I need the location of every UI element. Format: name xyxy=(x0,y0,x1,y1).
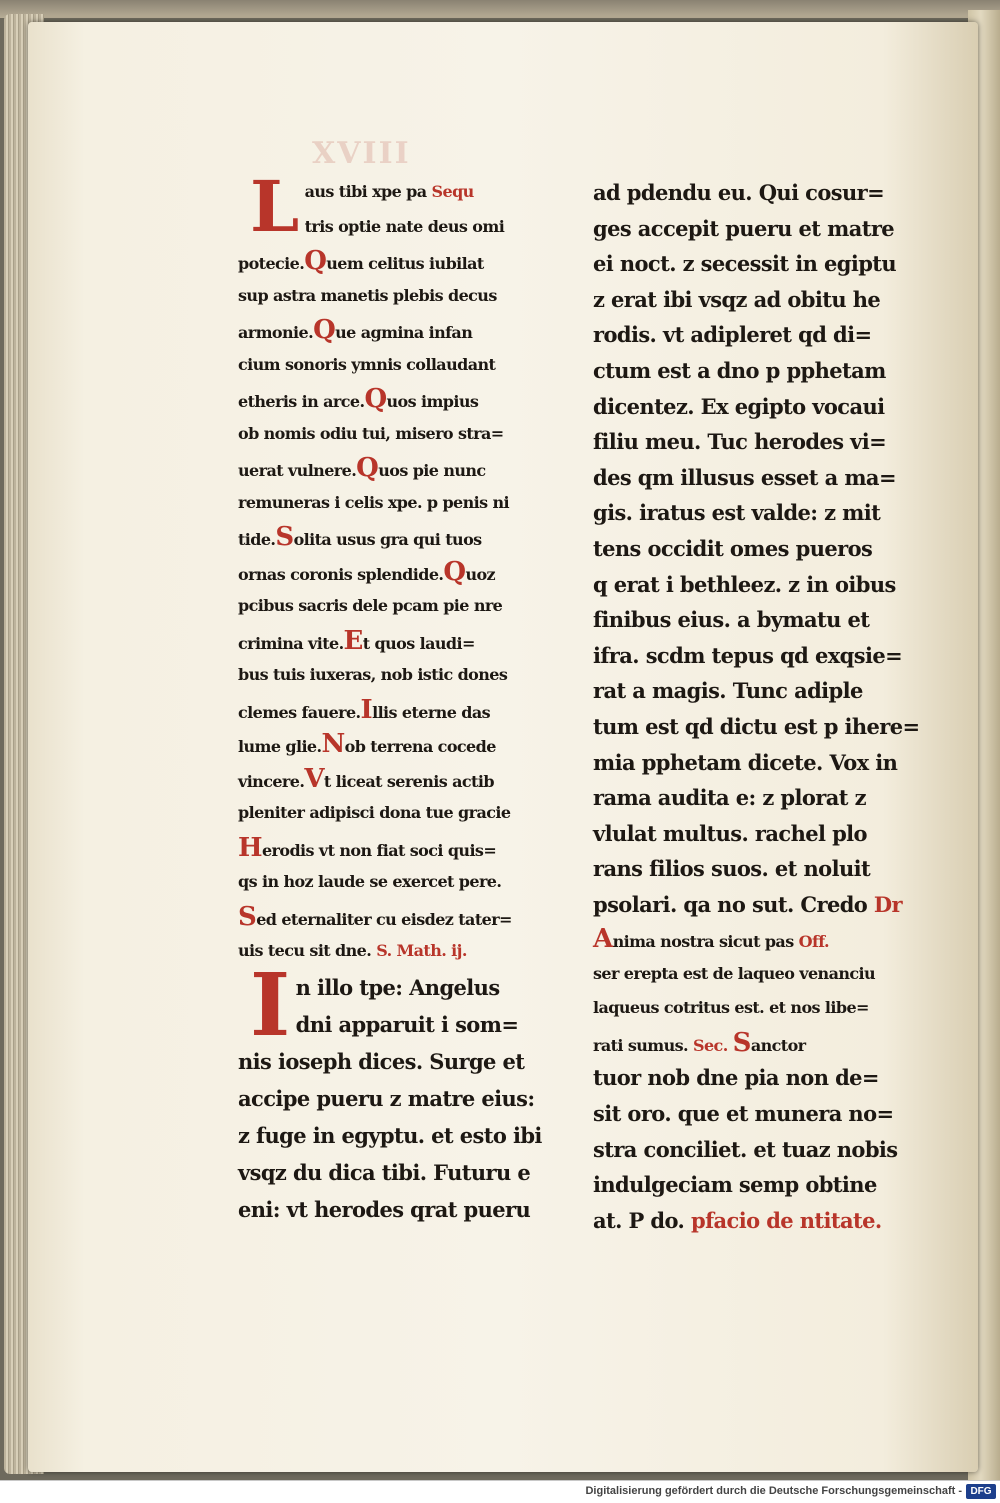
text-line xyxy=(593,1096,923,1132)
text-line xyxy=(593,816,923,852)
text-line xyxy=(593,780,923,816)
text-line xyxy=(238,624,556,659)
line-text: rat a magis. Tunc adiple xyxy=(593,678,863,704)
text-line xyxy=(238,831,556,866)
line-text: crimina vite. xyxy=(238,633,344,653)
rubricated-initial: N xyxy=(321,729,345,759)
line-text: dicentez. Ex egipto vocaui xyxy=(593,393,885,419)
line-text: ad pdendu eu. Qui cosur= xyxy=(593,180,885,205)
text-line xyxy=(238,727,556,762)
line-text: tens occidit omes pueros xyxy=(593,535,873,561)
line-text: pleniter adipisci dona tue gracie xyxy=(238,803,511,822)
text-line xyxy=(238,934,556,969)
rubric: Sec. xyxy=(693,1035,728,1055)
left-text-column xyxy=(238,165,556,1228)
line-text: uoz xyxy=(465,564,496,584)
line-text: q erat i bethleez. z in oibus xyxy=(593,571,896,597)
footer-credit: Digitalisierung gefördert durch die Deutsche Forschungsgemeinschaft - xyxy=(585,1485,962,1497)
line-text: clemes fauere. xyxy=(238,702,361,722)
text-line xyxy=(238,1191,556,1228)
line-text: sit oro. que et munera no= xyxy=(593,1101,894,1127)
binding-top-edge xyxy=(0,0,1000,18)
line-text: n illo tpe: Angelus xyxy=(295,974,500,1000)
line-text: ges accepit pueru et matre xyxy=(593,215,895,241)
text-line xyxy=(238,1043,556,1080)
line-text: cium sonoris ymnis collaudant xyxy=(238,354,496,374)
text-line xyxy=(593,1132,923,1168)
rubricated-initial: Q xyxy=(313,315,336,345)
rubricated-initial: E xyxy=(343,625,363,656)
text-line xyxy=(593,567,923,603)
line-text: gis. iratus est valde: z mit xyxy=(593,500,881,526)
text-line xyxy=(593,922,923,957)
line-text: potecie. xyxy=(238,254,305,273)
rubricated-initial: S xyxy=(238,901,257,932)
line-text: indulgeciam semp obtine xyxy=(593,1172,877,1198)
decorated-initial: L xyxy=(250,165,299,248)
text-line xyxy=(238,451,556,486)
line-text: ed eternaliter cu eisdez tater= xyxy=(256,909,512,929)
text-line xyxy=(593,460,923,496)
line-text: finibus eius. a bymatu et xyxy=(593,607,870,633)
line-text: ifra. scdm tepus qd exqsie= xyxy=(593,642,903,668)
line-text: ctum est a dno p pphetam xyxy=(593,357,886,383)
line-text: vlulat multus. rachel plo xyxy=(593,820,867,846)
text-line xyxy=(593,531,923,567)
line-text: rodis. vt adipleret qd di= xyxy=(593,322,872,348)
line-text: uos pie nunc xyxy=(378,461,486,480)
rubricated-initial: H xyxy=(238,832,262,863)
text-line xyxy=(593,602,923,638)
text-line xyxy=(593,495,923,531)
line-text: aus tibi xpe pa xyxy=(304,182,427,201)
text-line xyxy=(238,520,556,555)
text-line xyxy=(238,796,556,831)
text-line xyxy=(238,658,556,693)
line-text: des qm illusus esset a ma= xyxy=(593,464,896,490)
text-line xyxy=(593,424,923,460)
line-text: z fuge in egyptu. et esto ibi xyxy=(238,1122,542,1148)
text-line xyxy=(238,313,556,348)
text-line xyxy=(238,382,556,417)
line-text: ornas coronis splendide. xyxy=(238,564,444,584)
line-text: accipe pueru z matre eius: xyxy=(238,1085,535,1111)
line-text: rama audita e: z plorat z xyxy=(593,785,866,811)
footer-bar xyxy=(0,1480,1000,1503)
line-text: sup astra manetis plebis decus xyxy=(238,285,497,305)
line-text: qs in hoz laude se exercet pere. xyxy=(238,872,502,891)
text-line xyxy=(593,1060,923,1096)
text-line xyxy=(238,348,556,383)
text-line xyxy=(593,887,923,923)
line-text: tris optie nate deus omi xyxy=(304,216,505,236)
line-text: ei noct. z secessit in egiptu xyxy=(593,251,897,277)
line-text: nima nostra sicut pas xyxy=(612,932,794,952)
text-line xyxy=(593,1026,923,1061)
text-line xyxy=(238,417,556,452)
text-line xyxy=(238,1154,556,1191)
text-line xyxy=(593,317,923,353)
text-line xyxy=(593,211,923,247)
line-text: psolari. qa no sut. Credo xyxy=(593,891,868,917)
line-text: uis tecu sit dne. xyxy=(238,941,372,960)
decorated-initial: I xyxy=(250,954,290,1056)
line-text: rati sumus. xyxy=(593,1035,689,1055)
line-text: dni apparuit i som= xyxy=(295,1011,519,1037)
line-text: vincere. xyxy=(238,771,305,791)
line-text: ob nomis odiu tui, misero stra= xyxy=(238,423,504,443)
text-line xyxy=(238,693,556,728)
text-line xyxy=(238,279,556,314)
line-text: remuneras i celis xpe. p penis ni xyxy=(238,492,510,512)
rubricated-initial: I xyxy=(360,694,373,725)
line-text: etheris in arce. xyxy=(238,392,365,411)
text-line xyxy=(593,246,923,282)
text-line xyxy=(593,353,923,389)
text-line xyxy=(238,244,556,279)
text-line xyxy=(593,673,923,709)
line-text: z erat ibi vsqz ad obitu he xyxy=(593,286,881,312)
line-text: armonie. xyxy=(238,323,314,342)
line-text: erodis vt non fiat soci quis= xyxy=(261,840,497,860)
rubricated-initial: Q xyxy=(304,246,327,276)
line-text: vsqz du dica tibi. Futuru e xyxy=(238,1159,531,1185)
text-line xyxy=(593,709,923,745)
line-text: mia pphetam dicete. Vox in xyxy=(593,749,898,775)
text-line xyxy=(593,1203,923,1239)
line-text: tuor nob dne pia non de= xyxy=(593,1065,879,1091)
line-text: at. P do. xyxy=(593,1207,685,1233)
line-text: anctor xyxy=(750,1035,806,1055)
line-text: laqueus cotritus est. et nos libe= xyxy=(593,998,869,1018)
line-text: nis ioseph dices. Surge et xyxy=(238,1048,525,1074)
line-text: tum est qd dictu est p ihere= xyxy=(593,713,920,739)
rubric: Sequ xyxy=(431,182,474,201)
line-text: tide. xyxy=(238,530,276,549)
text-line xyxy=(593,389,923,425)
rubricated-initial: Q xyxy=(443,556,466,587)
rubricated-initial: S xyxy=(275,522,294,552)
rubricated-initial: S xyxy=(732,1027,751,1058)
text-line xyxy=(593,1167,923,1203)
text-line xyxy=(593,638,923,674)
line-text: eni: vt herodes qrat pueru xyxy=(238,1196,531,1222)
rubric: Dr xyxy=(873,891,902,917)
text-line xyxy=(238,1080,556,1117)
line-text: olita usus gra qui tuos xyxy=(293,530,482,549)
text-line xyxy=(238,589,556,624)
text-line xyxy=(238,1117,556,1154)
line-text: t liceat serenis actib xyxy=(323,771,494,791)
text-line xyxy=(238,865,556,900)
text-line xyxy=(593,991,923,1026)
line-text: lume glie. xyxy=(238,737,322,756)
text-line xyxy=(238,762,556,797)
text-line xyxy=(593,175,923,211)
line-text: uem celitus iubilat xyxy=(326,254,484,273)
text-line xyxy=(593,851,923,887)
line-text: ser erepta est de laqueo venanciu xyxy=(593,963,876,983)
rubric: pfacio de ntitate. xyxy=(690,1207,882,1233)
rubricated-initial: V xyxy=(304,763,324,794)
folio-number: XVIII xyxy=(312,136,411,171)
line-text: bus tuis iuxeras, nob istic dones xyxy=(238,665,508,684)
right-text-column xyxy=(593,175,923,1238)
text-line xyxy=(238,486,556,521)
dfg-logo: DFG xyxy=(966,1484,996,1499)
rubric: Off. xyxy=(798,932,829,952)
rubricated-initial: Q xyxy=(356,453,379,483)
line-text: uerat vulnere. xyxy=(238,461,357,480)
line-text: rans filios suos. et noluit xyxy=(593,856,871,882)
line-text: filiu meu. Tuc herodes vi= xyxy=(593,429,887,455)
line-text: stra conciliet. et tuaz nobis xyxy=(593,1136,898,1162)
text-line xyxy=(593,745,923,781)
line-text: uos impius xyxy=(386,392,479,411)
text-line xyxy=(238,555,556,590)
line-text: pcibus sacris dele pcam pie nre xyxy=(238,596,503,615)
rubricated-initial: Q xyxy=(364,384,387,414)
text-line xyxy=(593,282,923,318)
rubricated-initial: A xyxy=(593,924,613,955)
line-text: t quos laudi= xyxy=(362,633,475,653)
line-text: ue agmina infan xyxy=(335,323,473,342)
rubric: S. Math. ij. xyxy=(376,941,467,960)
line-text: llis eterne das xyxy=(372,702,491,722)
line-text: ob terrena cocede xyxy=(344,737,496,756)
text-line xyxy=(238,900,556,935)
text-line xyxy=(593,957,923,992)
